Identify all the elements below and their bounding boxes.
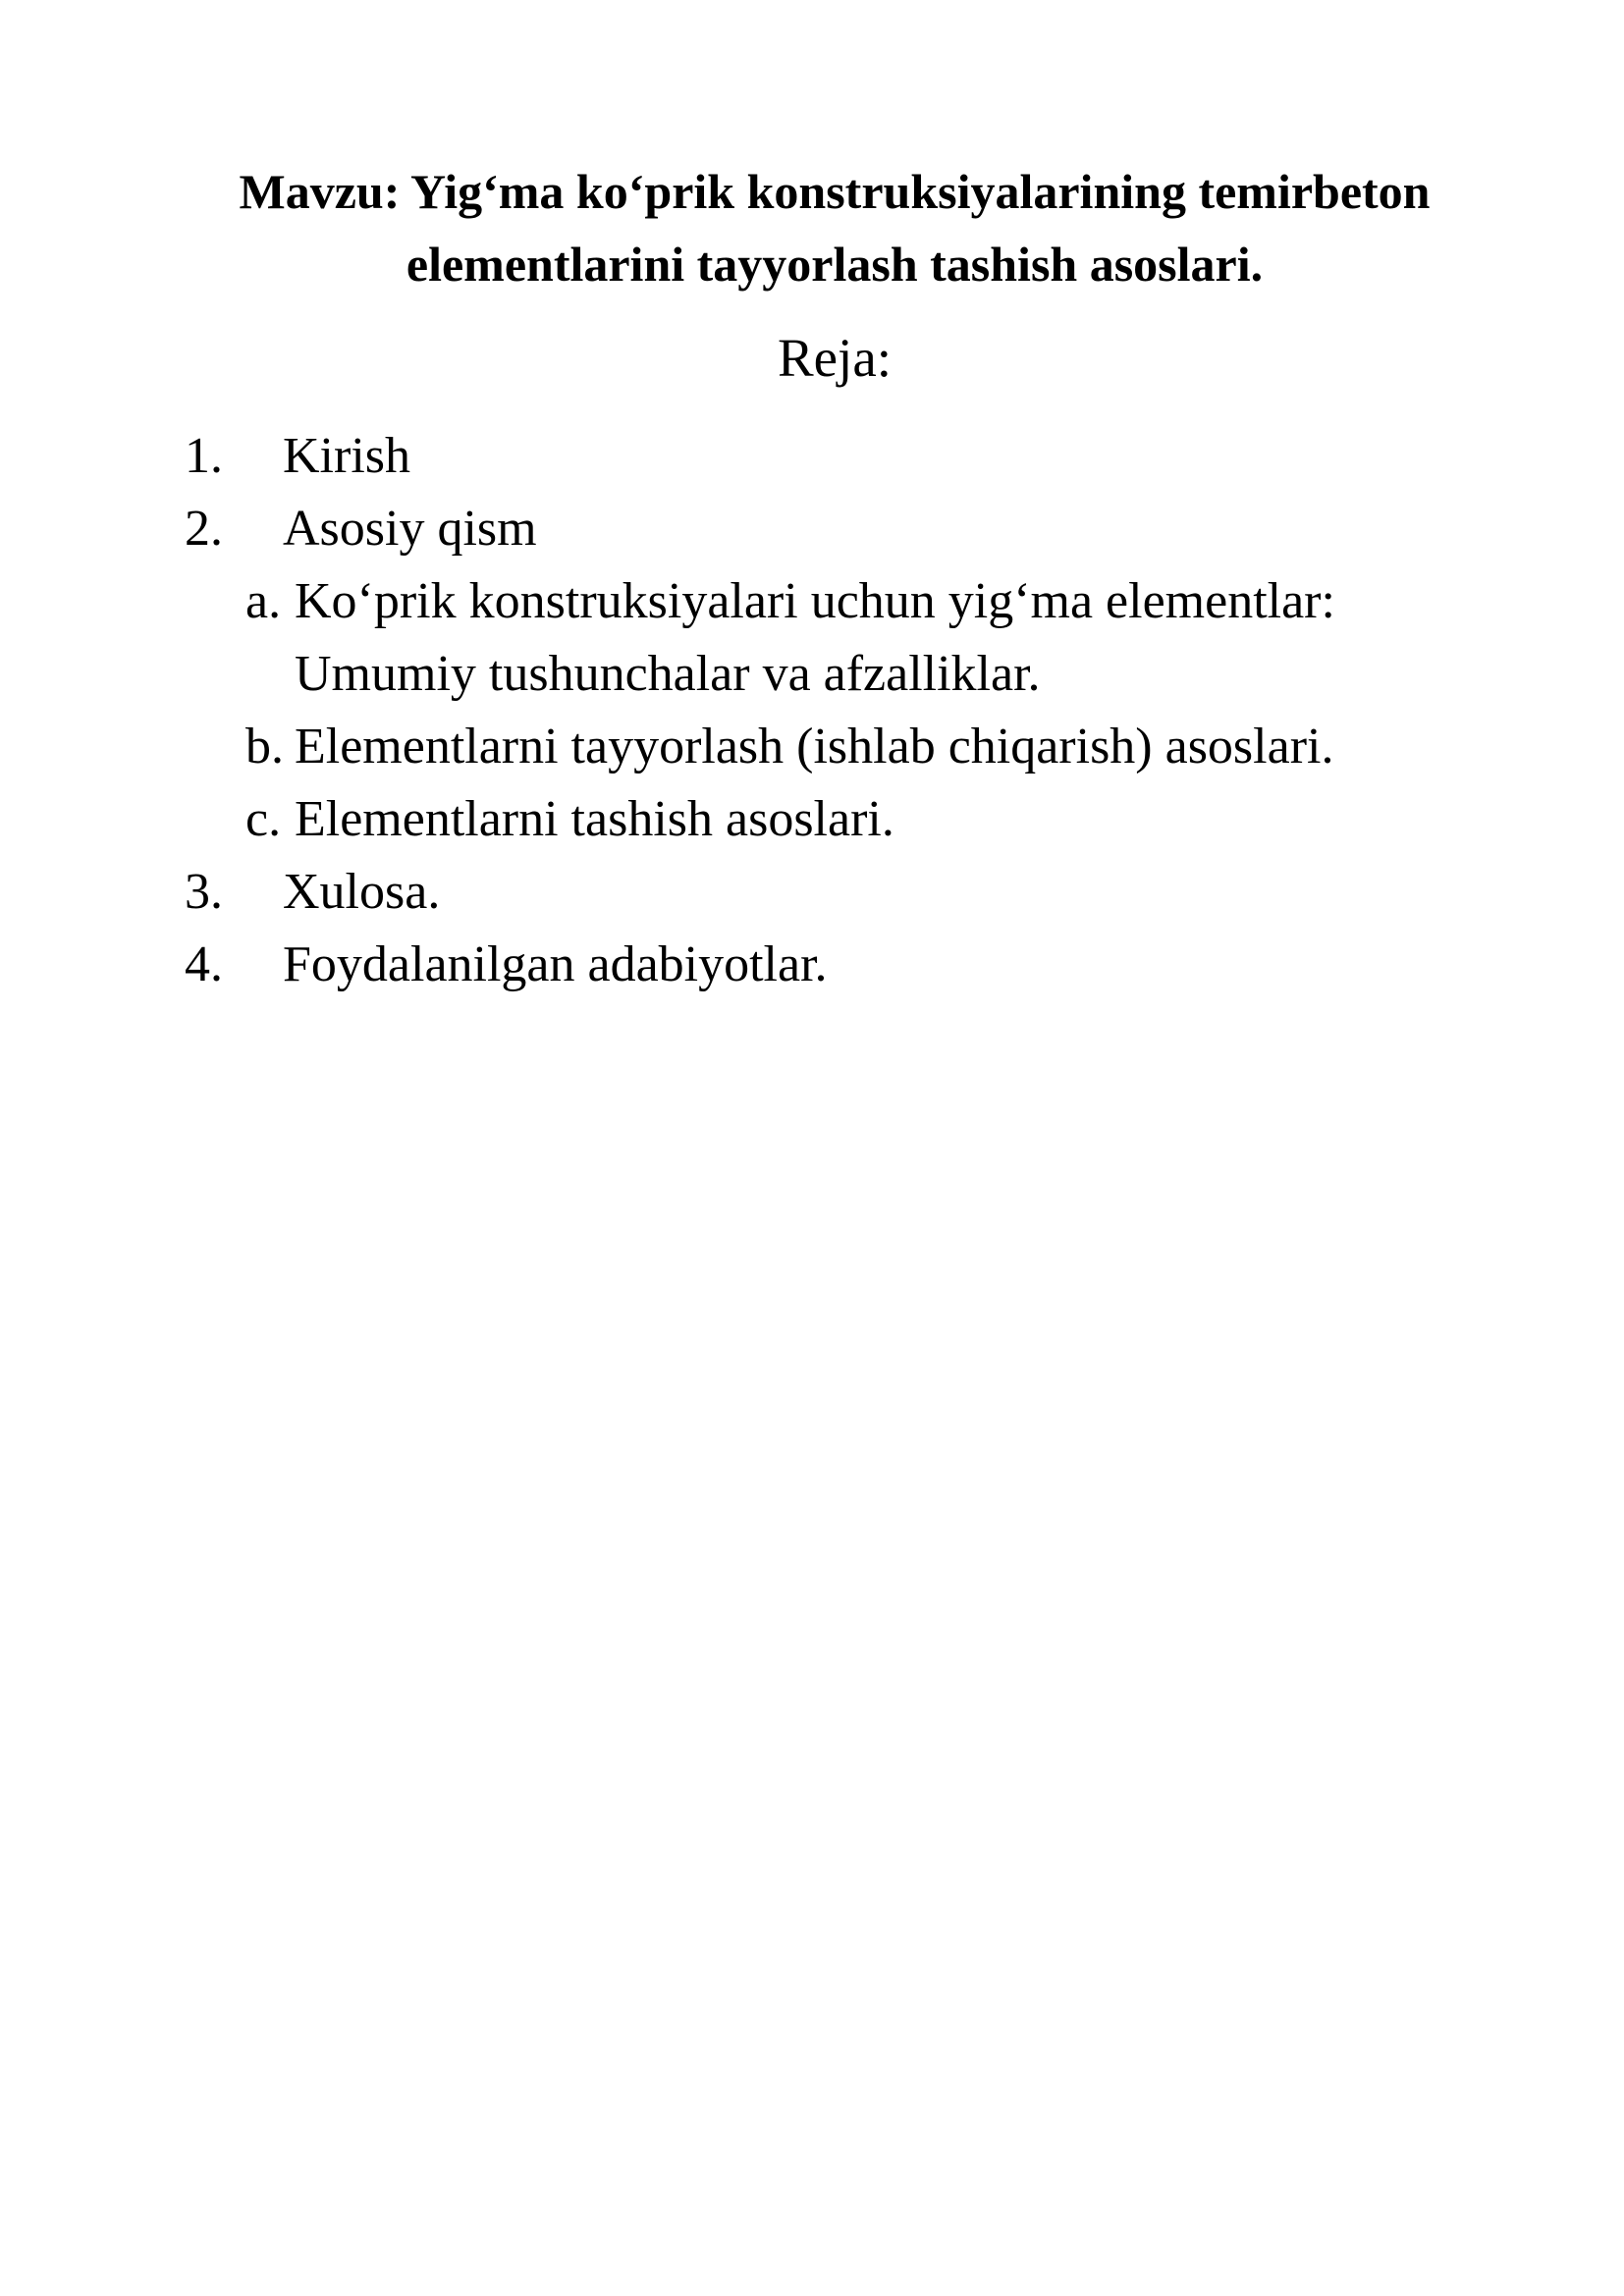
plan-subitem-text: Ko‘prik konstruksiyalari uchun yig‘ma elementlar:: [295, 573, 1335, 629]
plan-subitem-text: Elementlarni tashish asoslari.: [295, 791, 894, 847]
plan-subitem-marker: b.: [245, 719, 284, 774]
plan-heading: Reja:: [777, 328, 893, 388]
plan-item-text: Foydalanilgan adabiyotlar.: [283, 936, 828, 992]
plan-subitem-marker: a.: [245, 573, 282, 629]
plan-item-text: Xulosa.: [283, 864, 441, 920]
document-title: [147, 155, 1522, 300]
plan-item-text: Asosiy qism: [283, 501, 537, 557]
plan-subitem-text: Elementlarni tayyorlash (ishlab chiqarish) asoslari.: [295, 719, 1334, 774]
plan-item-marker: 1.: [185, 428, 223, 484]
title-line-2: elementlarini tayyorlash tashish asoslari.: [406, 237, 1264, 292]
plan-item-marker: 2.: [185, 501, 223, 557]
plan-item-text: Kirish: [283, 428, 410, 484]
plan-subitem-marker: c.: [245, 791, 282, 847]
plan-subitem-text: Umumiy tushunchalar va afzalliklar.: [295, 646, 1041, 702]
plan-item-marker: 4.: [185, 936, 223, 992]
title-line-1: Mavzu: Yig‘ma ko‘prik konstruksiyalarining temirbeton: [239, 164, 1431, 219]
plan-item-marker: 3.: [185, 864, 223, 920]
